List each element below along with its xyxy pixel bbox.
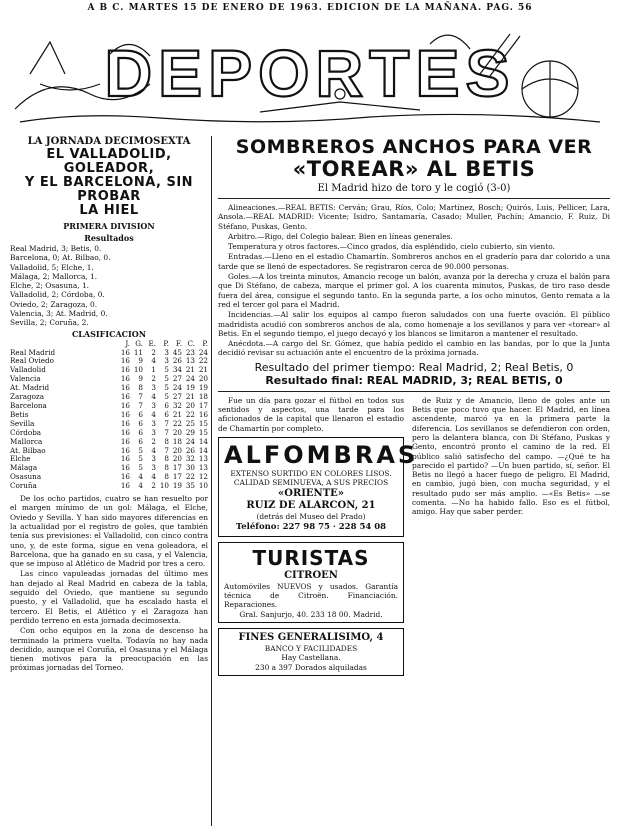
stat-cell: 7 — [164, 418, 169, 428]
stat-cell: 34 — [172, 365, 182, 375]
team-name: Córdoba — [10, 427, 42, 437]
stat-cell: 13 — [185, 356, 195, 366]
ad-line: EXTENSO SURTIDO EN COLORES LISOS. CALIDAD SEMINUEVA, A SUS PRECIOS — [230, 468, 392, 488]
stat-cell: 16 — [120, 463, 130, 473]
headline-line-1: EL VALLADOLID, GOLEADOR, — [46, 147, 172, 176]
team-name: Barcelona — [10, 401, 47, 411]
incidencias-paragraph: Incidencias.—Al salir los equipos al campo fueron saludados con una fuerte ovación. El público madridista acudió con sombreros anchos de ala, como homenaje a los sevillanos y para ver «torear» al Betis. En el segundo tiempo, el juego decayó y los blancos se limitaron a mantener el resultado. — [218, 310, 610, 338]
stat-cell: 5 — [164, 392, 169, 402]
first-half-result: Resultado del primer tiempo: Real Madrid, 2; Real Betis, 0 — [254, 360, 574, 374]
stat-cell: 22 — [172, 418, 182, 428]
stat-cell: 32 — [172, 401, 182, 411]
stat-cell: 16 — [120, 401, 130, 411]
stat-cell: 3 — [151, 427, 156, 437]
stat-cell: 8 — [164, 463, 169, 473]
fines-ad — [218, 628, 404, 676]
stat-cell: 16 — [120, 347, 130, 357]
result-item: Elche, 2; Osasuna, 1. — [10, 281, 89, 291]
ad-title: ALFOMBRAS — [224, 440, 419, 469]
stat-cell: 9 — [138, 356, 143, 366]
team-name: Betis — [10, 409, 29, 419]
stat-cell: 4 — [151, 445, 156, 455]
stat-cell: 6 — [138, 409, 143, 419]
stat-cell: 32 — [185, 454, 195, 464]
stat-cell: 45 — [172, 347, 182, 357]
stat-cell: 5 — [164, 365, 169, 375]
results-list — [10, 244, 208, 328]
stat-cell: 17 — [172, 472, 182, 482]
stat-cell: 16 — [120, 418, 130, 428]
deportes-banner — [10, 14, 610, 134]
stat-cell: 1 — [151, 365, 156, 375]
stat-cell: 6 — [138, 436, 143, 446]
left-paragraph: De los ocho partidos, cuatro se han resuelto por el margen mínimo de un gol: Málaga, el Elche, Oviedo y Sevilla. Y han sido mayores diferencias en la actualidad por el registro de goles, que también tenía sus previsiones: el Valladolid, con cinco contra uno, y, de este forma, sigue en vena goleadora, el Barcelona, que ha ganado en su casa, y el Valencia, que se impuso al Atlético de Madrid por tres a cero. — [10, 494, 208, 569]
bottom-right-column — [412, 396, 610, 676]
column-divider — [211, 136, 212, 826]
team-name: Sevilla — [10, 418, 35, 428]
stat-cell: 20 — [172, 427, 182, 437]
stat-cell: 6 — [164, 401, 169, 411]
result-item: Sevilla, 2; Coruña, 2. — [10, 318, 89, 328]
ad-name: «ORIENTE» — [277, 487, 345, 499]
stat-cell: 22 — [185, 409, 195, 419]
classification-label: CLASIFICACION — [71, 328, 147, 339]
stat-cell: 4 — [151, 356, 156, 366]
stat-cell: 23 — [185, 347, 195, 357]
stat-cell: 16 — [120, 392, 130, 402]
stat-cell: 13 — [198, 463, 208, 473]
stat-cell: 27 — [172, 392, 182, 402]
division-label: PRIMERA DIVISION — [63, 221, 155, 231]
stat-cell: 4 — [151, 409, 156, 419]
ad-brand: CITROEN — [284, 569, 338, 581]
stat-cell: 21 — [198, 365, 208, 375]
stat-cell: 6 — [138, 427, 143, 437]
article-title-2: «TOREAR» AL BETIS — [292, 157, 536, 181]
result-item: Valladolid, 5; Elche, 1. — [10, 262, 94, 272]
stat-cell: 25 — [185, 418, 195, 428]
stat-cell: 19 — [172, 481, 182, 491]
stat-cell: 21 — [185, 365, 195, 375]
stat-cell: 11 — [133, 347, 143, 357]
stat-cell: 3 — [164, 356, 169, 366]
result-item: Valencia, 3; At. Madrid, 0. — [10, 309, 108, 319]
col-header: P. — [163, 338, 169, 348]
stat-cell: 15 — [198, 418, 208, 428]
stat-cell: 20 — [172, 454, 182, 464]
stat-cell: 17 — [172, 463, 182, 473]
alfombras-ad — [218, 437, 419, 537]
stat-cell: 5 — [164, 374, 169, 384]
result-item: Real Madrid, 3; Betis, 0. — [10, 244, 102, 253]
stat-cell: 4 — [138, 481, 143, 491]
stat-cell: 16 — [120, 356, 130, 366]
team-name: Elche — [10, 454, 31, 464]
stat-cell: 8 — [164, 454, 169, 464]
stat-cell: 14 — [198, 445, 208, 455]
stat-cell: 24 — [172, 383, 182, 393]
main-article — [218, 136, 610, 676]
final-result: Resultado final: REAL MADRID, 3; REAL BETIS, 0 — [265, 373, 563, 387]
temperatura-paragraph: Temperatura y otros factores.—Cinco grados, día espléndido, cielo cubierto, sin viento. — [228, 242, 555, 252]
stat-cell: 26 — [185, 445, 195, 455]
stat-cell: 5 — [164, 383, 169, 393]
article-title-1: SOMBREROS ANCHOS PARA VER — [235, 136, 593, 158]
team-name: At. Bilbao — [10, 445, 46, 455]
stat-cell: 4 — [151, 472, 156, 482]
col-header: J. — [125, 338, 130, 348]
stat-cell: 16 — [120, 383, 130, 393]
ad-text: Automóviles NUEVOS y usados. Garantía técnica de Citroën. Financiación. Reparaciones. — [224, 581, 398, 610]
headline-line-2: Y EL BARCELONA, SIN PROBAR — [24, 175, 194, 204]
stat-cell: 4 — [138, 472, 143, 482]
stat-cell: 7 — [138, 392, 143, 402]
ad-address: Gral. Sanjurjo, 40. 233 18 00. Madrid. — [239, 609, 383, 619]
article-subtitle: El Madrid hizo de toro y le cogió (3-0) — [317, 183, 511, 194]
goles-paragraph: Goles.—A los treinta minutos, Amancio recoge un balón, avanza por la derecha y cruza el balón para que Di Stéfano, de cabeza, marque el primer gol. A los cuarenta minutos, Puskas, de tiro raso desde fuera del área, consigue el segundo tanto. En la segunda parte, a los ocho minutos, Gento remata a la red el tercer gol para el Madrid. — [218, 272, 610, 309]
col-header: C. — [187, 338, 195, 348]
stat-cell: 20 — [198, 374, 208, 384]
result-item: Málaga, 2; Mallorca, 1. — [10, 271, 98, 281]
stat-cell: 10 — [159, 481, 169, 491]
stat-cell: 2 — [151, 436, 156, 446]
result-item: Oviedo, 2; Zaragoza, 0. — [10, 299, 98, 309]
team-name: Málaga — [10, 463, 38, 473]
results-label: Resultados — [84, 233, 134, 243]
stat-cell: 22 — [185, 472, 195, 482]
table-row — [10, 482, 208, 491]
stat-cell: 17 — [198, 401, 208, 411]
bottom-right-text: de Ruiz y de Amancio, lleno de goles ante un Betis que poco tuvo que hacer. El Madrid, en línea ascendente, marcó ya en la primera parte la diferencia. Los sevillanos se defendieron con orden, pero la delantera blanca, con Di Stéfano, Puskas y Gento, encontró pronto el camino de la red. El público salió satisfecho del campo. —¿Qué te ha parecido el partido? —Un buen partido, sí, señor. El Betis no llegó a hacer fuego de peligro. El Madrid, en cambio, jugó bien, con mucha seguridad, y el resultado pudo ser más amplio. —«Es Betis» —se comenta. —No ha habido fallo. Eso es el fútbol, amigo. Hay que saber perder. — [412, 395, 610, 517]
stat-cell: 3 — [151, 418, 156, 428]
standings-table — [10, 340, 208, 491]
team-name: At. Madrid — [10, 383, 50, 393]
stat-cell: 13 — [198, 454, 208, 464]
headline-line-3: LA HIEL — [79, 203, 139, 218]
stat-cell: 8 — [164, 436, 169, 446]
stat-cell: 5 — [138, 445, 143, 455]
stat-cell: 16 — [120, 427, 130, 437]
stat-cell: 6 — [164, 409, 169, 419]
stat-cell: 22 — [198, 356, 208, 366]
stat-cell: 29 — [185, 427, 195, 437]
stat-cell: 19 — [198, 383, 208, 393]
stat-cell: 26 — [172, 356, 182, 366]
jornada-title: LA JORNADA DECIMOSEXTA — [27, 136, 191, 147]
stat-cell: 9 — [138, 374, 143, 384]
anecdota-paragraph: Anécdota.—A cargo del Sr. Gómez, que había pedido el cambio en las bandas, por lo que la Junta decidió revisar su actuación ante el encuentro de la próxima jornada. — [218, 339, 610, 358]
team-name: Coruña — [10, 481, 37, 491]
banner-title: DEPORTES — [104, 36, 516, 110]
stat-cell: 19 — [185, 383, 195, 393]
stat-cell: 6 — [138, 418, 143, 428]
team-name: Mallorca — [10, 436, 43, 446]
turistas-ad — [218, 542, 404, 623]
stat-cell: 30 — [185, 463, 195, 473]
team-name: Valladolid — [10, 365, 46, 375]
stat-cell: 2 — [151, 481, 156, 491]
bottom-left-text: Fue un día para gozar el fútbol en todos sus sentidos y aspectos, una tarde para los aficionados de la capital que llenaron el estadio de Chamartín por completo. — [218, 395, 404, 433]
stat-cell: 2 — [151, 347, 156, 357]
stat-cell: 16 — [120, 481, 130, 491]
stat-cell: 16 — [120, 445, 130, 455]
stat-cell: 4 — [151, 392, 156, 402]
left-paragraph: Con ocho equipos en la zona de descenso ha terminado la primera vuelta. Todavía no hay nada decidido, aunque el Coruña, el Osasuna y el Málaga tienen motivos para la preocupación en las próximas jornadas del Torneo. — [10, 626, 208, 673]
stat-cell: 3 — [164, 347, 169, 357]
stat-cell: 20 — [185, 401, 195, 411]
ad-address: Hay Castellana. — [281, 653, 341, 663]
stat-cell: 18 — [198, 392, 208, 402]
stat-cell: 3 — [151, 401, 156, 411]
arbitro-paragraph: Arbitro.—Rigo, del Colegio balear. Bien en líneas generales. — [228, 231, 453, 241]
team-name: Valencia — [10, 374, 41, 384]
stat-cell: 5 — [138, 463, 143, 473]
stat-cell: 3 — [151, 454, 156, 464]
stat-cell: 7 — [164, 445, 169, 455]
stat-cell: 16 — [120, 365, 130, 375]
stat-cell: 16 — [120, 409, 130, 419]
team-name: Osasuna — [10, 472, 42, 482]
ad-title: TURISTAS — [252, 545, 370, 570]
stat-cell: 10 — [198, 481, 208, 491]
entradas-paragraph: Entradas.—Lleno en el estadio Chamartín. Sombreros anchos en el graderío para dar colorido a una tarde que se llenó de espectadores. Se registraron cerca de 90.000 personas. — [218, 252, 610, 271]
team-name: Real Madrid — [10, 347, 56, 357]
stat-cell: 16 — [120, 436, 130, 446]
sail-icon — [30, 42, 65, 74]
result-item: Barcelona, 0; At. Bilbao, 0. — [10, 253, 111, 263]
stat-cell: 10 — [133, 365, 143, 375]
stat-cell: 35 — [185, 481, 195, 491]
stat-cell: 7 — [138, 401, 143, 411]
col-header: P. — [202, 338, 208, 348]
stat-cell: 8 — [164, 472, 169, 482]
stat-cell: 18 — [172, 436, 182, 446]
ads-column — [218, 395, 419, 676]
col-header: G. — [135, 338, 143, 348]
stat-cell: 14 — [198, 436, 208, 446]
ad-phone: Teléfono: 227 98 75 · 228 54 08 — [235, 521, 387, 532]
stat-cell: 16 — [120, 472, 130, 482]
stat-cell: 21 — [185, 392, 195, 402]
stat-cell: 16 — [120, 454, 130, 464]
result-item: Valladolid, 2; Córdoba, 0. — [10, 290, 105, 300]
ad-note: (detrás del Museo del Prado) — [256, 511, 366, 521]
stat-cell: 24 — [185, 374, 195, 384]
stat-cell: 3 — [151, 383, 156, 393]
stat-cell: 15 — [198, 427, 208, 437]
stat-cell: 24 — [198, 347, 208, 357]
stat-cell: 24 — [185, 436, 195, 446]
ad-title: FINES GENERALISIMO, 4 — [238, 632, 384, 644]
stat-cell: 27 — [172, 374, 182, 384]
stat-cell: 7 — [164, 427, 169, 437]
team-name: Real Oviedo — [10, 356, 54, 366]
stat-cell: 5 — [138, 454, 143, 464]
stat-cell: 2 — [151, 374, 156, 384]
divider — [218, 391, 610, 392]
standings-body — [10, 349, 208, 492]
stat-cell: 8 — [138, 383, 143, 393]
stat-cell: 12 — [198, 472, 208, 482]
col-header: F. — [175, 338, 182, 348]
ad-line: BANCO Y FACILIDADES — [264, 644, 358, 654]
stat-cell: 20 — [172, 445, 182, 455]
stat-cell: 16 — [120, 374, 130, 384]
stat-cell: 21 — [172, 409, 182, 419]
team-name: Zaragoza — [10, 392, 45, 402]
left-paragraph: Las cinco vapuleadas jornadas del último mes han dejado al Real Madrid en cabeza de la tabla, seguido del Oviedo, que mantiene su segundo puesto, y el Valladolid, que ha escalado hasta el tercero. El Betis, el Atlético y el Zaragoza han perdido terreno en esta jornada decimosexta. — [10, 569, 208, 625]
stat-cell: 16 — [198, 409, 208, 419]
col-header: E. — [148, 338, 156, 348]
page-header: A B C. MARTES 15 DE ENERO DE 1963. EDICION DE LA MAÑANA. PAG. 56 — [87, 3, 533, 13]
ad-address: RUIZ DE ALARCON, 21 — [246, 499, 376, 511]
alineaciones-paragraph: Alineaciones.—REAL BETIS: Cerván; Grau, Ríos, Colo; Martínez, Bosch; Quirós, Luis, Pellicer, Lara, Ansola.—REAL MADRID: Vicente; Isidro, Santamaría, Casado; Muller, Pachín; Amancio, F. Ruiz, Di Stéfano, Puskas, Gento. — [218, 203, 610, 231]
stat-cell: 3 — [151, 463, 156, 473]
bottom-section — [218, 396, 610, 676]
ad-phone: 230 a 397 Dorados alquiladas — [255, 662, 367, 672]
divider — [218, 198, 610, 199]
left-column — [10, 136, 208, 674]
